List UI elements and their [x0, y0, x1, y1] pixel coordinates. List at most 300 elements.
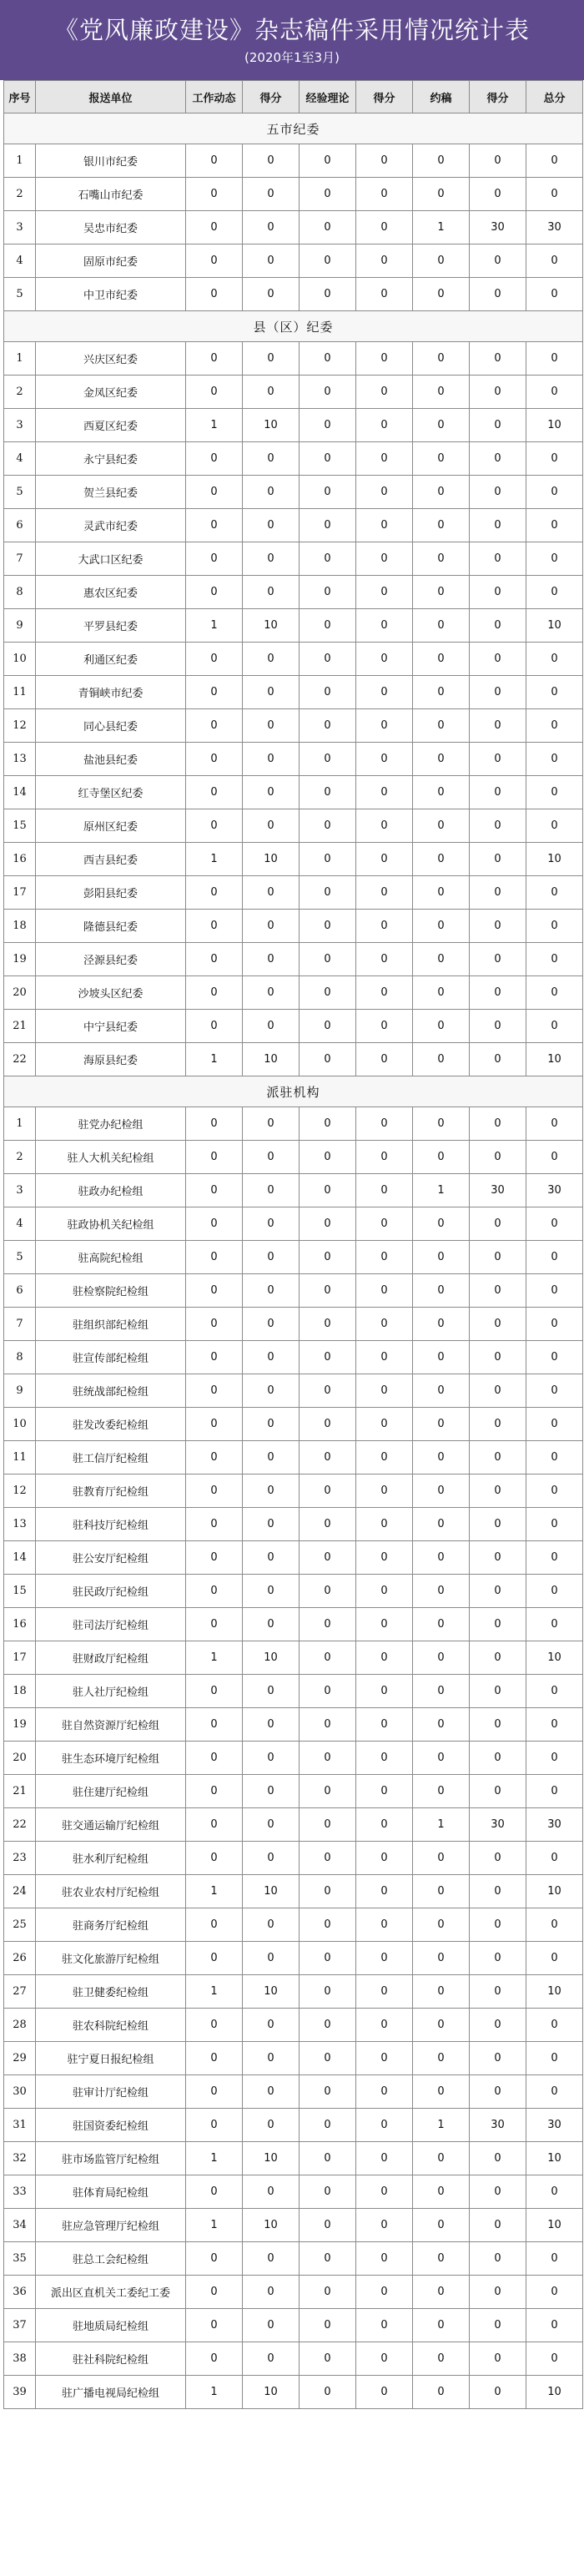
commissioned-count: 0 — [413, 244, 470, 278]
experience-theory-score: 0 — [356, 178, 413, 211]
row-index: 16 — [4, 843, 36, 876]
work-news-count: 0 — [186, 776, 243, 809]
total-score: 0 — [526, 1408, 583, 1441]
total-score: 0 — [526, 643, 583, 676]
work-news-score: 0 — [243, 1708, 300, 1742]
table-row — [4, 509, 583, 542]
commissioned-count: 0 — [413, 1241, 470, 1274]
experience-theory-count: 0 — [300, 409, 356, 442]
work-news-score: 0 — [243, 2109, 300, 2142]
total-score: 0 — [526, 1274, 583, 1308]
total-score: 0 — [526, 1374, 583, 1408]
work-news-count: 0 — [186, 1441, 243, 1475]
unit-name: 驻社科院纪检组 — [36, 2342, 186, 2376]
unit-name: 驻文化旅游厅纪检组 — [36, 1942, 186, 1975]
table-row — [4, 2242, 583, 2276]
commissioned-count: 0 — [413, 809, 470, 843]
work-news-count: 0 — [186, 976, 243, 1010]
row-index: 15 — [4, 1575, 36, 1608]
experience-theory-score: 0 — [356, 1641, 413, 1675]
row-index: 19 — [4, 943, 36, 976]
work-news-score: 0 — [243, 1010, 300, 1043]
table-row — [4, 1875, 583, 1908]
work-news-score: 0 — [243, 2042, 300, 2075]
table-row — [4, 943, 583, 976]
row-index: 1 — [4, 1107, 36, 1141]
experience-theory-count: 0 — [300, 1508, 356, 1541]
table-row — [4, 409, 583, 442]
total-score: 0 — [526, 1141, 583, 1174]
work-news-count: 0 — [186, 1908, 243, 1942]
commissioned-count: 0 — [413, 1708, 470, 1742]
unit-name: 隆德县纪委 — [36, 910, 186, 943]
row-index: 10 — [4, 1408, 36, 1441]
experience-theory-count: 0 — [300, 2276, 356, 2309]
total-score: 0 — [526, 743, 583, 776]
row-index: 29 — [4, 2042, 36, 2075]
table-row — [4, 542, 583, 576]
work-news-count: 0 — [186, 1842, 243, 1875]
col-header-total: 总分 — [526, 81, 583, 113]
commissioned-count: 0 — [413, 278, 470, 311]
experience-theory-score: 0 — [356, 576, 413, 609]
table-row — [4, 1742, 583, 1775]
commissioned-score: 0 — [470, 1508, 526, 1541]
total-score: 0 — [526, 1608, 583, 1641]
page-title: 《党风廉政建设》杂志稿件采用情况统计表 — [53, 16, 530, 44]
row-index: 8 — [4, 576, 36, 609]
commissioned-score: 0 — [470, 1341, 526, 1374]
total-score: 30 — [526, 211, 583, 244]
table-row — [4, 2075, 583, 2109]
total-score: 0 — [526, 1241, 583, 1274]
row-index: 37 — [4, 2309, 36, 2342]
experience-theory-count: 0 — [300, 1942, 356, 1975]
commissioned-count: 0 — [413, 1942, 470, 1975]
work-news-score: 0 — [243, 576, 300, 609]
total-score: 30 — [526, 2109, 583, 2142]
experience-theory-score: 0 — [356, 211, 413, 244]
row-index: 17 — [4, 876, 36, 910]
table-row — [4, 2109, 583, 2142]
row-index: 38 — [4, 2342, 36, 2376]
experience-theory-count: 0 — [300, 643, 356, 676]
unit-name: 驻市场监管厅纪检组 — [36, 2142, 186, 2175]
experience-theory-score: 0 — [356, 676, 413, 709]
row-index: 31 — [4, 2109, 36, 2142]
table-row — [4, 1775, 583, 1808]
commissioned-score: 0 — [470, 278, 526, 311]
commissioned-score: 0 — [470, 2075, 526, 2109]
work-news-count: 0 — [186, 542, 243, 576]
row-index: 4 — [4, 442, 36, 476]
table-row — [4, 1475, 583, 1508]
commissioned-score: 0 — [470, 843, 526, 876]
experience-theory-count: 0 — [300, 2175, 356, 2209]
row-index: 39 — [4, 2376, 36, 2409]
total-score: 0 — [526, 2276, 583, 2309]
row-index: 32 — [4, 2142, 36, 2175]
header-row — [4, 81, 583, 113]
row-index: 7 — [4, 542, 36, 576]
table-row — [4, 1174, 583, 1207]
commissioned-count: 0 — [413, 1508, 470, 1541]
commissioned-count: 0 — [413, 2175, 470, 2209]
work-news-score: 0 — [243, 709, 300, 743]
work-news-score: 0 — [243, 1608, 300, 1641]
experience-theory-count: 0 — [300, 1408, 356, 1441]
experience-theory-score: 0 — [356, 342, 413, 376]
experience-theory-count: 0 — [300, 1341, 356, 1374]
experience-theory-count: 0 — [300, 1742, 356, 1775]
experience-theory-score: 0 — [356, 1308, 413, 1341]
total-score: 0 — [526, 542, 583, 576]
work-news-count: 1 — [186, 2209, 243, 2242]
unit-name: 驻住建厅纪检组 — [36, 1775, 186, 1808]
work-news-count: 0 — [186, 1308, 243, 1341]
work-news-count: 0 — [186, 2042, 243, 2075]
table-row — [4, 1441, 583, 1475]
total-score: 0 — [526, 476, 583, 509]
row-index: 36 — [4, 2276, 36, 2309]
commissioned-score: 0 — [470, 376, 526, 409]
work-news-score: 0 — [243, 211, 300, 244]
table-row — [4, 1141, 583, 1174]
work-news-score: 10 — [243, 843, 300, 876]
work-news-count: 0 — [186, 2342, 243, 2376]
row-index: 13 — [4, 743, 36, 776]
experience-theory-score: 0 — [356, 1241, 413, 1274]
unit-name: 驻审计厅纪检组 — [36, 2075, 186, 2109]
unit-name: 永宁县纪委 — [36, 442, 186, 476]
unit-name: 原州区纪委 — [36, 809, 186, 843]
commissioned-score: 0 — [470, 1641, 526, 1675]
work-news-count: 0 — [186, 1274, 243, 1308]
experience-theory-count: 0 — [300, 2342, 356, 2376]
row-index: 12 — [4, 1475, 36, 1508]
col-header-index: 序号 — [4, 81, 36, 113]
total-score: 0 — [526, 709, 583, 743]
table-row — [4, 476, 583, 509]
commissioned-count: 0 — [413, 1975, 470, 2009]
table-row — [4, 1341, 583, 1374]
commissioned-score: 0 — [470, 1942, 526, 1975]
work-news-count: 0 — [186, 1141, 243, 1174]
experience-theory-count: 0 — [300, 1975, 356, 2009]
commissioned-count: 0 — [413, 843, 470, 876]
work-news-count: 0 — [186, 442, 243, 476]
work-news-count: 1 — [186, 1975, 243, 2009]
commissioned-count: 0 — [413, 509, 470, 542]
total-score: 10 — [526, 1043, 583, 1076]
row-index: 18 — [4, 1675, 36, 1708]
unit-name: 兴庆区纪委 — [36, 342, 186, 376]
unit-name: 固原市纪委 — [36, 244, 186, 278]
experience-theory-score: 0 — [356, 876, 413, 910]
row-index: 7 — [4, 1308, 36, 1341]
row-index: 10 — [4, 643, 36, 676]
table-row — [4, 1575, 583, 1608]
work-news-count: 0 — [186, 709, 243, 743]
commissioned-count: 0 — [413, 2342, 470, 2376]
row-index: 2 — [4, 1141, 36, 1174]
experience-theory-count: 0 — [300, 1842, 356, 1875]
work-news-score: 0 — [243, 1908, 300, 1942]
total-score: 0 — [526, 576, 583, 609]
table-row — [4, 1274, 583, 1308]
table-row — [4, 442, 583, 476]
commissioned-count: 0 — [413, 2042, 470, 2075]
table-row — [4, 1975, 583, 2009]
table-row — [4, 776, 583, 809]
work-news-score: 0 — [243, 676, 300, 709]
table-row — [4, 2309, 583, 2342]
experience-theory-count: 0 — [300, 743, 356, 776]
unit-name: 驻财政厅纪检组 — [36, 1641, 186, 1675]
experience-theory-count: 0 — [300, 1541, 356, 1575]
total-score: 0 — [526, 2342, 583, 2376]
work-news-score: 0 — [243, 1374, 300, 1408]
commissioned-count: 0 — [413, 2242, 470, 2276]
work-news-count: 0 — [186, 144, 243, 178]
row-index: 34 — [4, 2209, 36, 2242]
work-news-count: 1 — [186, 609, 243, 643]
work-news-count: 0 — [186, 476, 243, 509]
row-index: 35 — [4, 2242, 36, 2276]
table-row — [4, 2376, 583, 2409]
experience-theory-count: 0 — [300, 1641, 356, 1675]
work-news-count: 0 — [186, 943, 243, 976]
work-news-count: 0 — [186, 743, 243, 776]
commissioned-score: 0 — [470, 2342, 526, 2376]
total-score: 0 — [526, 278, 583, 311]
row-index: 8 — [4, 1341, 36, 1374]
total-score: 10 — [526, 609, 583, 643]
experience-theory-score: 0 — [356, 1043, 413, 1076]
work-news-score: 0 — [243, 1341, 300, 1374]
total-score: 10 — [526, 409, 583, 442]
work-news-score: 0 — [243, 2075, 300, 2109]
work-news-score: 0 — [243, 278, 300, 311]
title-banner — [0, 0, 584, 80]
total-score: 0 — [526, 809, 583, 843]
work-news-count: 0 — [186, 1341, 243, 1374]
work-news-score: 0 — [243, 1742, 300, 1775]
row-index: 9 — [4, 1374, 36, 1408]
col-header-score: 得分 — [243, 81, 300, 113]
total-score: 0 — [526, 910, 583, 943]
experience-theory-score: 0 — [356, 144, 413, 178]
commissioned-score: 0 — [470, 2376, 526, 2409]
total-score: 0 — [526, 144, 583, 178]
unit-name: 驻检察院纪检组 — [36, 1274, 186, 1308]
commissioned-count: 0 — [413, 643, 470, 676]
experience-theory-score: 0 — [356, 244, 413, 278]
total-score: 0 — [526, 1508, 583, 1541]
experience-theory-score: 0 — [356, 2042, 413, 2075]
work-news-count: 1 — [186, 1875, 243, 1908]
experience-theory-count: 0 — [300, 976, 356, 1010]
experience-theory-score: 0 — [356, 1775, 413, 1808]
table-row — [4, 709, 583, 743]
commissioned-count: 0 — [413, 1408, 470, 1441]
commissioned-count: 0 — [413, 1274, 470, 1308]
row-index: 3 — [4, 409, 36, 442]
experience-theory-count: 0 — [300, 576, 356, 609]
total-score: 10 — [526, 2142, 583, 2175]
commissioned-count: 0 — [413, 2376, 470, 2409]
work-news-score: 10 — [243, 2376, 300, 2409]
work-news-score: 0 — [243, 1141, 300, 1174]
commissioned-score: 0 — [470, 2175, 526, 2209]
table-row — [4, 576, 583, 609]
work-news-count: 0 — [186, 1010, 243, 1043]
unit-name: 泾源县纪委 — [36, 943, 186, 976]
table-row — [4, 843, 583, 876]
work-news-count: 0 — [186, 1408, 243, 1441]
unit-name: 金凤区纪委 — [36, 376, 186, 409]
row-index: 17 — [4, 1641, 36, 1675]
section-row — [4, 1076, 583, 1107]
commissioned-count: 0 — [413, 1475, 470, 1508]
commissioned-count: 0 — [413, 576, 470, 609]
commissioned-score: 0 — [470, 2009, 526, 2042]
work-news-count: 0 — [186, 1174, 243, 1207]
work-news-score: 0 — [243, 2175, 300, 2209]
unit-name: 驻民政厅纪检组 — [36, 1575, 186, 1608]
experience-theory-score: 0 — [356, 1875, 413, 1908]
work-news-count: 0 — [186, 2075, 243, 2109]
unit-name: 驻组织部纪检组 — [36, 1308, 186, 1341]
commissioned-count: 0 — [413, 2009, 470, 2042]
commissioned-score: 0 — [470, 1708, 526, 1742]
experience-theory-score: 0 — [356, 1808, 413, 1842]
work-news-count: 0 — [186, 1708, 243, 1742]
experience-theory-score: 0 — [356, 278, 413, 311]
commissioned-score: 0 — [470, 743, 526, 776]
work-news-score: 0 — [243, 1107, 300, 1141]
work-news-count: 0 — [186, 576, 243, 609]
commissioned-score: 0 — [470, 1575, 526, 1608]
table-row — [4, 278, 583, 311]
work-news-score: 0 — [243, 178, 300, 211]
commissioned-count: 0 — [413, 1308, 470, 1341]
row-index: 1 — [4, 342, 36, 376]
total-score: 10 — [526, 2209, 583, 2242]
work-news-score: 0 — [243, 542, 300, 576]
experience-theory-count: 0 — [300, 609, 356, 643]
commissioned-count: 0 — [413, 609, 470, 643]
experience-theory-score: 0 — [356, 910, 413, 943]
experience-theory-score: 0 — [356, 843, 413, 876]
commissioned-score: 0 — [470, 1141, 526, 1174]
unit-name: 沙坡头区纪委 — [36, 976, 186, 1010]
commissioned-score: 30 — [470, 2109, 526, 2142]
page-subtitle: (2020年1至3月) — [244, 50, 340, 65]
experience-theory-count: 0 — [300, 1308, 356, 1341]
row-index: 18 — [4, 910, 36, 943]
work-news-count: 0 — [186, 2309, 243, 2342]
work-news-score: 10 — [243, 1975, 300, 2009]
work-news-score: 0 — [243, 1942, 300, 1975]
table-row — [4, 676, 583, 709]
experience-theory-count: 0 — [300, 509, 356, 542]
total-score: 0 — [526, 876, 583, 910]
commissioned-score: 0 — [470, 2309, 526, 2342]
work-news-count: 0 — [186, 1475, 243, 1508]
work-news-score: 0 — [243, 910, 300, 943]
work-news-count: 1 — [186, 1641, 243, 1675]
total-score: 0 — [526, 2175, 583, 2209]
experience-theory-count: 0 — [300, 1808, 356, 1842]
row-index: 4 — [4, 244, 36, 278]
work-news-score: 0 — [243, 1508, 300, 1541]
row-index: 27 — [4, 1975, 36, 2009]
table-row — [4, 910, 583, 943]
total-score: 0 — [526, 2042, 583, 2075]
commissioned-count: 1 — [413, 1174, 470, 1207]
work-news-score: 0 — [243, 1808, 300, 1842]
experience-theory-score: 0 — [356, 1475, 413, 1508]
experience-theory-count: 0 — [300, 1241, 356, 1274]
table-row — [4, 1641, 583, 1675]
work-news-count: 1 — [186, 409, 243, 442]
experience-theory-count: 0 — [300, 1274, 356, 1308]
experience-theory-score: 0 — [356, 643, 413, 676]
section-title: 县（区）纪委 — [4, 311, 583, 342]
unit-name: 驻人大机关纪检组 — [36, 1141, 186, 1174]
experience-theory-score: 0 — [356, 1675, 413, 1708]
experience-theory-score: 0 — [356, 1408, 413, 1441]
experience-theory-count: 0 — [300, 776, 356, 809]
experience-theory-count: 0 — [300, 2109, 356, 2142]
total-score: 10 — [526, 843, 583, 876]
experience-theory-score: 0 — [356, 2142, 413, 2175]
work-news-score: 0 — [243, 509, 300, 542]
commissioned-count: 0 — [413, 542, 470, 576]
experience-theory-count: 0 — [300, 1374, 356, 1408]
experience-theory-score: 0 — [356, 1575, 413, 1608]
total-score: 0 — [526, 776, 583, 809]
row-index: 6 — [4, 509, 36, 542]
total-score: 0 — [526, 1842, 583, 1875]
commissioned-score: 0 — [470, 876, 526, 910]
commissioned-score: 0 — [470, 1107, 526, 1141]
unit-name: 驻生态环境厅纪检组 — [36, 1742, 186, 1775]
work-news-score: 10 — [243, 409, 300, 442]
work-news-count: 0 — [186, 876, 243, 910]
unit-name: 驻政办纪检组 — [36, 1174, 186, 1207]
experience-theory-count: 0 — [300, 843, 356, 876]
experience-theory-count: 0 — [300, 278, 356, 311]
commissioned-score: 0 — [470, 609, 526, 643]
table-row — [4, 342, 583, 376]
row-index: 23 — [4, 1842, 36, 1875]
unit-name: 银川市纪委 — [36, 144, 186, 178]
row-index: 20 — [4, 1742, 36, 1775]
work-news-count: 0 — [186, 1608, 243, 1641]
work-news-score: 0 — [243, 1541, 300, 1575]
unit-name: 贺兰县纪委 — [36, 476, 186, 509]
commissioned-score: 0 — [470, 1842, 526, 1875]
commissioned-score: 0 — [470, 676, 526, 709]
col-header-commissioned: 约稿 — [413, 81, 470, 113]
work-news-score: 0 — [243, 2276, 300, 2309]
commissioned-count: 0 — [413, 743, 470, 776]
unit-name: 驻交通运输厅纪检组 — [36, 1808, 186, 1842]
table-row — [4, 1207, 583, 1241]
commissioned-score: 0 — [470, 1675, 526, 1708]
